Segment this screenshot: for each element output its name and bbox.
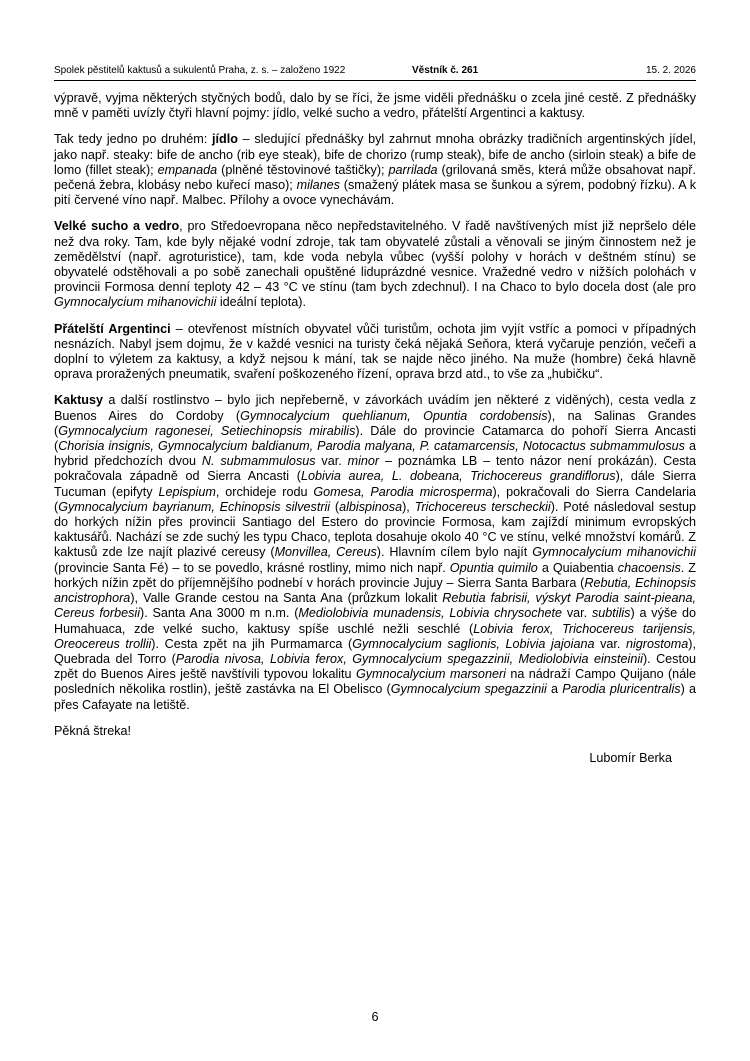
text-run: – sledující přednášky byl zahrnut mnoha obrázky tradičních argentinských jídel, jako např. steaky: bife de ancho (rib eye steak), bife de chorizo (rump steak), bife de ancho (sirloin steak) a bife de lomo (fillet steak); (54, 132, 696, 177)
italic-term: Gymnocalycium bayrianum, Echinopsis silvestrii (58, 499, 331, 514)
text-run: a další rostlinstvo – bylo jich nepřeberně, v závorkách uvádím jen některé z viděných), cesta vedla z Buenos Aires do Cordoby ( (54, 393, 696, 423)
text-run: . Z horkých nížin zpět do příjemnějšího podnebí v horách provincie Jujuy – Sierra Santa Barbara ( (54, 560, 696, 590)
page-number: 6 (371, 1010, 379, 1024)
text-run: ). Dále do provincie Catamarca do pohoří Sierra Ancasti ( (54, 423, 696, 454)
page-header (54, 64, 696, 81)
text-run: ), Quebrada del Torro ( (54, 636, 696, 666)
paragraph-closing (54, 724, 696, 739)
text-run: , orchideje rodu (215, 484, 314, 499)
header-date: 15. 2. 2026 (645, 65, 696, 76)
text-run: ), Valle Grande cestou na Santa Ana (průzkum lokalit (130, 591, 443, 606)
text-run: ), dále Sierra Tucuman (epifyty (54, 469, 696, 499)
text-run: a (546, 682, 563, 697)
italic-term: Gymnocalycium spegazzinii (390, 682, 547, 697)
italic-term: nigrostoma (625, 636, 689, 651)
italic-term: empanada (157, 162, 218, 177)
italic-term: Parodia pluricentralis (562, 682, 681, 697)
bold-term: Přátelští Argentinci (54, 321, 171, 336)
text-run: (provincie Santa Fé) – to se povedlo, krásné rostliny, mimo nich např. (54, 560, 450, 575)
italic-term: Gymnocalycium mihanovichii (532, 545, 697, 560)
text-run: ). Cesta zpět na jih Purmamarca ( (151, 636, 353, 651)
italic-term: Lobivia aurea, L. dobeana, Trichocereus grandiflorus (300, 469, 616, 484)
text-run: Tak tedy jedno po druhém: (54, 132, 213, 147)
text-run: ). Poté následoval sestup do horkých nížin přes provincii Santiago del Estero do provincie Formosa, kam zajíždí minimum evropských kaktusářů. Nachází se zde suchý les typu Chaco, teplota dosahuje okolo 40 °C ve stínu, velké množství komárů. Z kaktusů zde lze najít plazivé cereusy ( (54, 499, 696, 560)
italic-term: N. submammulosus (201, 454, 316, 469)
italic-term: Gymnocalycium ragonesei, Setiechinopsis mirabilis (58, 423, 356, 438)
bold-term: Kaktusy (54, 393, 103, 408)
italic-term: Mediolobivia munadensis, Lobivia chrysochete (298, 606, 563, 621)
text-run: ), (402, 499, 415, 514)
text-run: var. (594, 636, 626, 651)
italic-term: Trichocereus terscheckii (414, 499, 551, 514)
text-run: – otevřenost místních obyvatel vůči turistům, ochota jim vyjít vstříc a pomoci v případných nesnázích. Nabyl jsem dojmu, že v každé vesnici na turisty čeká nějaká Seňora, která vyčaruje penzión, večeři a doplní to výletem za kaktusy, a když nejsou k mání, tak se najde něco jiného. Na muže (hombre) čeká hlavně oprava proražených pneumatik, svaření poškozeného řízení, oprava brzd atd., to vše za „hubičku“. (54, 321, 696, 382)
paragraph-food (54, 132, 696, 208)
italic-term: Gymnocalycium quehlianum, Opuntia cordobensis (240, 408, 548, 423)
italic-term: chacoensis (617, 560, 681, 575)
italic-term: Rebutia fabrisii, výskyt Parodia saint-pieana, Cereus forbesii (54, 591, 696, 621)
text-run: ) a výše do Humahuaca, zde velké sucho, kaktusy spíše uschlé nežli seschlé ( (54, 606, 696, 636)
paragraph-cacti (54, 393, 696, 712)
text-run: Pěkná štreka! (54, 723, 132, 738)
header-issue: Věstník č. 261 (412, 65, 479, 76)
text-run: ), pokračovali do Sierra Candelaria ( (54, 484, 696, 514)
text-run: var. (562, 606, 592, 621)
text-run: (plněné těstovinové taštičky); (217, 162, 389, 177)
text-run: a hybrid předchozích dvou (54, 439, 696, 469)
author-signature: Lubomír Berka (589, 750, 672, 765)
text-run: ), na Salinas Grandes ( (54, 408, 697, 438)
text-run: ( (330, 499, 340, 514)
text-run: ). Santa Ana 3000 m n.m. ( (140, 606, 299, 621)
text-run: , pro Středoevropana něco nepředstavitelného. V řadě navštívených míst již nepršelo déle než dva roky. Tam, kde byly nějaké vodní zdroje, tak tam obyvatelé zůstali a věnovali se jiným činnostem než je zemědělství (např. agroturistice), tam, kde voda nebyla vůbec (vyšší polohy v horách v deštném stínu) se obyvatelé odstěhovali a po sobě zanechali opuštěné liduprázdné vesnice. Vražedné vedro v nižších polohách v provincii Formosa denní teploty 42 – 43 °C ve stínu (tam bych zdechnul). I na Chaco to bylo docela dost (ale pro (54, 219, 696, 295)
paragraph-intro (54, 91, 696, 121)
text-run: ). Cestou zpět do Buenos Aires ještě navštívili typovou lokalitu (54, 651, 696, 682)
text-run: var. (315, 454, 348, 469)
italic-term: Lepispium (158, 484, 216, 499)
text-run: ). Hlavním cílem bylo najít (376, 545, 533, 560)
italic-term: Monvillea, Cereus (274, 545, 377, 560)
italic-term: Rebutia, Echinopsis ancistrophora (54, 575, 696, 606)
paragraph-drought-heat (54, 219, 696, 310)
italic-term: albispinosa (339, 499, 403, 514)
italic-term: Parodia nivosa, Lobivia ferox, Gymnocalycium spegazzinii, Mediolobivia einsteinii (175, 651, 643, 666)
paragraph-friendly-argentinians (54, 322, 696, 383)
text-run: na nádraží Campo Quijano (nále posledních několika rostlin), ještě zastávka na El Obelisco ( (54, 667, 696, 697)
text-run: (smažený plátek masa se šunkou a sýrem, podobný řízku). A k pití červené víno např. Malbec. Přílohy a ovoce vynechávám. (54, 178, 696, 208)
text-run: (grilovaná směs, která může obsahovat např. pečená žebra, klobásy nebo kuřecí maso); (54, 162, 696, 193)
text-run: ) a přes Cafayate na letiště. (54, 682, 696, 712)
text-run: – poznámka LB – tento názor není prokázán). Cesta pokračovala západně od Sierra Ancasti ( (54, 454, 697, 484)
italic-term: subtilis (591, 606, 631, 621)
italic-term: Gomesa, Parodia microsperma (313, 484, 493, 499)
italic-term: Opuntia quimilo (449, 560, 538, 575)
text-run: a Quiabentia (537, 560, 618, 575)
italic-term: parrilada (388, 162, 438, 177)
bold-term: jídlo (212, 132, 238, 147)
italic-term: Gymnocalycium saglionis, Lobivia jajoiana (352, 636, 595, 651)
article-body (54, 91, 696, 766)
italic-term: milanes (296, 178, 340, 193)
italic-term: minor (347, 454, 380, 469)
italic-term: Gymnocalycium mihanovichii (54, 295, 217, 310)
italic-term: Gymnocalycium marsoneri (355, 667, 506, 682)
italic-term: Lobivia ferox, Trichocereus tarijensis, Oreocereus trollii (54, 621, 697, 651)
header-society-name: Spolek pěstitelů kaktusů a sukulentů Praha, z. s. – založeno 1922 (54, 65, 346, 76)
italic-term: Chorisia insignis, Gymnocalycium baldianum, Parodia malyana, P. catamarcensis, Notocactus submammulosus (58, 439, 685, 454)
text-run: ideální teplota). (216, 295, 306, 310)
text-run: výpravě, vyjma některých styčných bodů, dalo by se říci, že jsme viděli přednášku o zcela jiné cestě. Z přednášky mně v paměti uvízly čtyři hlavní pojmy: jídlo, velké sucho a vedro, přátelští Argentinci a kaktusy. (54, 91, 696, 121)
bold-term: Velké sucho a vedro (54, 219, 180, 234)
